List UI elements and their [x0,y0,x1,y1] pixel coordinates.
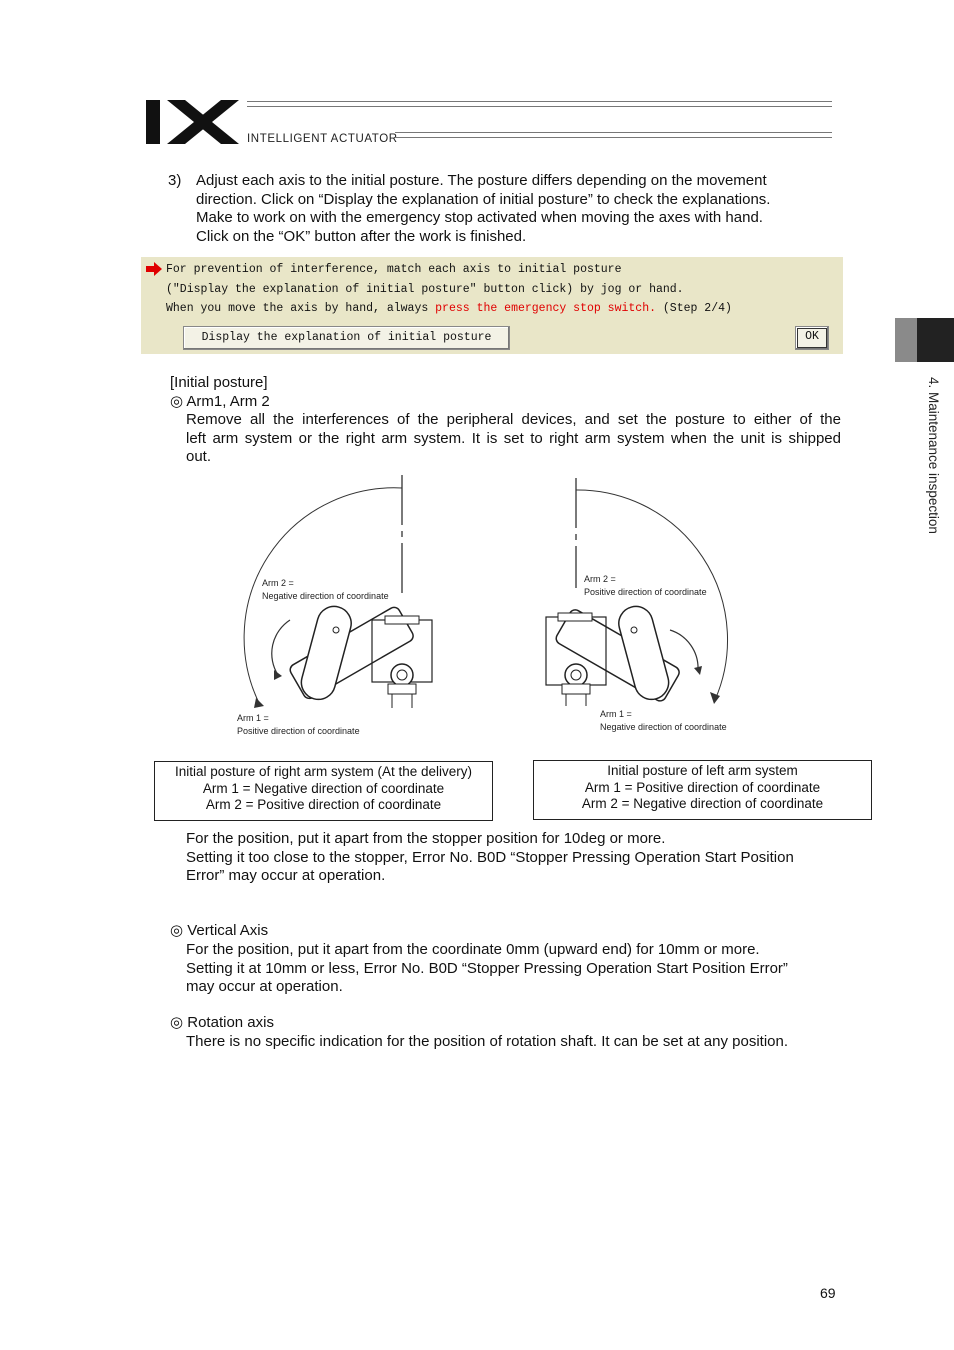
left-arm2-label-line1: Arm 2 = [584,574,616,584]
step-line: Adjust each axis to the initial posture. The posture differs depending on the movement [196,172,767,189]
caption-line: Arm 2 = Negative direction of coordinate [581,796,824,811]
left-arm2-label [584,573,707,599]
dialog-step-indicator: (Step 2/4) [656,302,732,315]
step-line: Make to work on with the emergency stop activated when moving the axes with hand. [196,209,763,226]
display-explanation-button[interactable]: Display the explanation of initial posture [183,326,510,350]
left-arm1-label-line2: Negative direction of coordinate [600,722,727,732]
right-arm2-label [262,577,389,603]
page-number: 69 [820,1285,836,1301]
red-arrow-icon [146,262,162,276]
right-arm2-label-line1: Arm 2 = [262,578,294,588]
emergency-stop-warning: press the emergency stop switch. [435,302,656,315]
header-rule-bottom [395,132,832,138]
initial-posture-heading: [Initial posture] [170,374,268,391]
right-arm1-label [237,712,360,738]
right-arm-caption [154,761,493,821]
chapter-label: 4. Maintenance inspection [926,377,941,534]
caption-line: Arm 1 = Negative direction of coordinate [202,780,445,796]
position-note [186,830,841,886]
header-rule-top [247,101,832,107]
caption-line: Initial posture of left arm system [607,763,798,778]
arm-paragraph [186,411,841,467]
vertical-line: For the position, put it apart from the coordinate 0mm (upward end) for 10mm or more. [186,941,760,958]
arm-line: out. [186,448,212,465]
caption-line: Initial posture of right arm system (At the delivery) [174,764,473,779]
caption-line: Arm 2 = Positive direction of coordinate [205,797,442,812]
step-text [196,172,826,246]
note-line: Setting it too close to the stopper, Error No. B0D “Stopper Pressing Operation Start Position [186,848,794,866]
dialog-line-3-prefix: When you move the axis by hand, always [166,302,436,315]
note-line: For the position, put it apart from the stopper position for 10deg or more. [186,830,666,847]
note-line: Error” may occur at operation. [186,867,386,884]
vertical-line: may occur at operation. [186,978,343,995]
dialog-line-3 [166,302,732,315]
dialog-line-2: ("Display the explanation of initial posture" button click) by jog or hand. [166,283,684,296]
right-arm1-label-line1: Arm 1 = [237,713,269,723]
ix-logo [143,96,243,148]
step-line: direction. Click on “Display the explanation of initial posture” to check the explanations. [196,190,771,208]
step-number: 3) [168,172,182,189]
dialog-line-1: For prevention of interference, match each axis to initial posture [166,263,622,276]
arm-heading: ◎ Arm1, Arm 2 [170,393,270,410]
brand-name: INTELLIGENT ACTUATOR [247,133,398,145]
caption-line: Arm 1 = Positive direction of coordinate [584,779,821,795]
ok-button[interactable]: OK [795,326,829,350]
side-tab-marker [917,318,954,362]
step-line: Click on the “OK” button after the work is finished. [196,227,527,245]
arm-line: Remove all the interferences of the peripheral devices, and set the posture to either of the [186,411,841,428]
left-arm1-label-line1: Arm 1 = [600,709,632,719]
vertical-line: Setting it at 10mm or less, Error No. B0D “Stopper Pressing Operation Start Position Error” [186,959,788,977]
arm-line: left arm system or the right arm system. It is set to right arm system when the unit is shipped [186,429,841,447]
side-tab-shade [895,318,918,362]
rotation-axis-text: There is no specific indication for the position of rotation shaft. It can be set at any position. [186,1033,789,1050]
vertical-axis-heading: ◎ Vertical Axis [170,922,269,939]
vertical-axis-text [186,941,841,997]
left-arm1-label [600,708,727,734]
left-arm2-label-line2: Positive direction of coordinate [584,587,707,597]
right-arm1-label-line2: Positive direction of coordinate [237,726,360,736]
left-arm-caption [533,760,872,820]
rotation-axis-heading: ◎ Rotation axis [170,1014,274,1031]
right-arm2-label-line2: Negative direction of coordinate [262,591,389,601]
